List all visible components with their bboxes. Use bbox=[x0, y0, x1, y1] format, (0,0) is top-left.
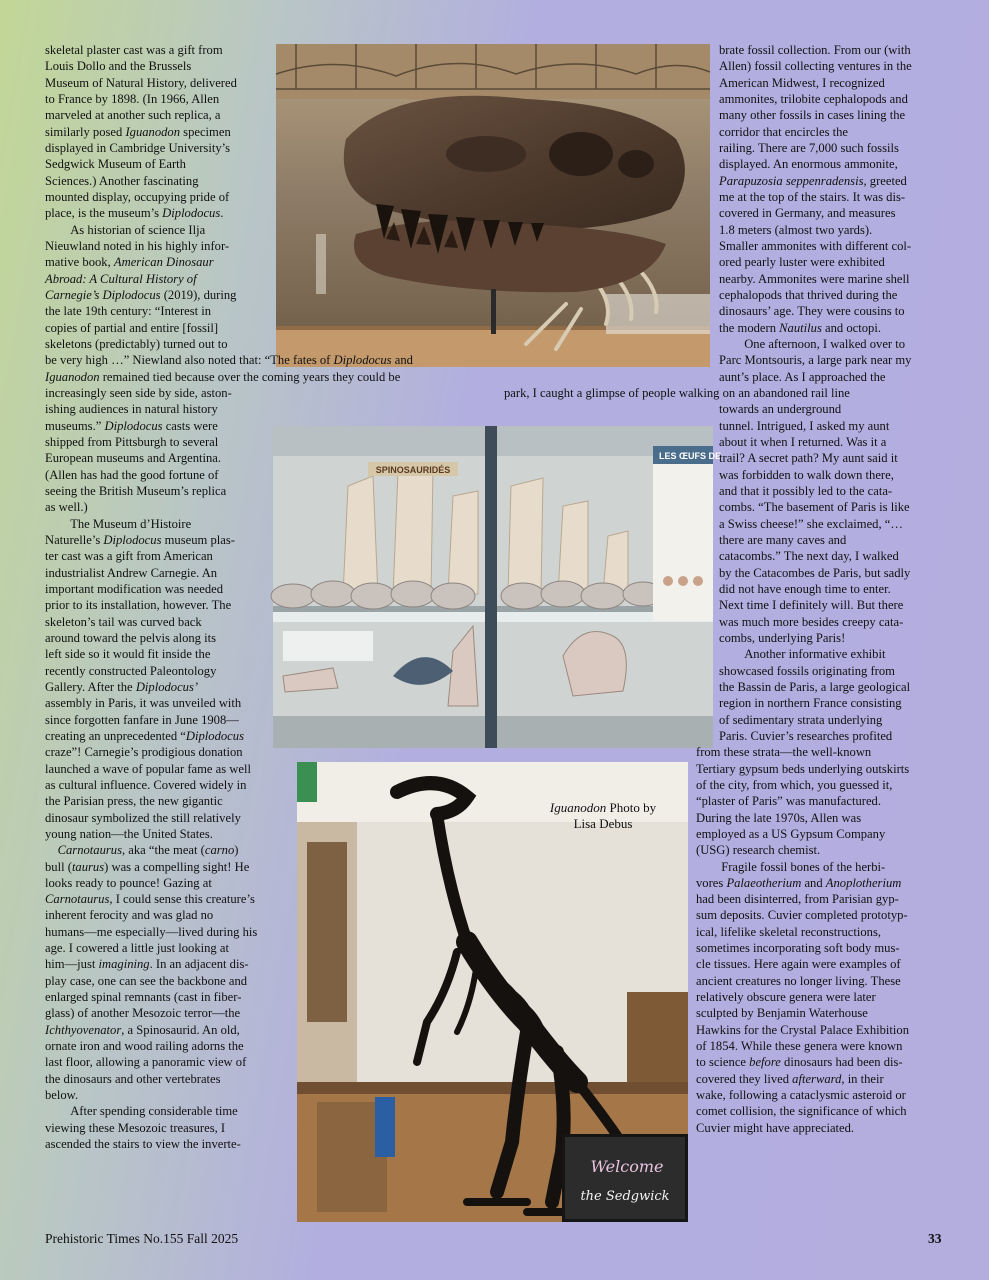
text-line: important modification was needed bbox=[45, 581, 224, 596]
trex-skull-photo bbox=[276, 44, 710, 367]
text-line: looks ready to pounce! Gazing at bbox=[45, 875, 212, 890]
text-line: Allen) fossil collecting ventures in the bbox=[719, 59, 912, 74]
text-line: was forbidden to walk down there, bbox=[719, 467, 894, 482]
text-line: Ichthyovenator, a Spinosaurid. An old, bbox=[45, 1022, 240, 1037]
text-line: Paris. Cuvier’s researches profited bbox=[719, 728, 893, 743]
text-line: During the late 1970s, Allen was bbox=[696, 810, 862, 825]
text-line: enlarged spinal remnants (cast in fiber- bbox=[45, 990, 242, 1005]
caption-line-1: Iguanodon Photo by bbox=[549, 800, 657, 815]
text-line: Hawkins for the Crystal Palace Exhibition bbox=[696, 1022, 909, 1037]
text-line: nearby. Ammonites were marine shell bbox=[719, 271, 910, 286]
text-line: ical, lifelike skeletal reconstructions, bbox=[696, 924, 881, 939]
text-line: Iguanodon remained tied because over the coming years they could be bbox=[45, 369, 401, 384]
text-line: Gallery. After the Diplodocus’ bbox=[45, 679, 199, 694]
text-line: copies of partial and entire [fossil] bbox=[45, 320, 219, 335]
text-line: ored pearly luster were exhibited bbox=[719, 255, 885, 270]
text-line: below. bbox=[45, 1088, 79, 1103]
text-line: of sedimentary strata underlying bbox=[719, 712, 883, 727]
text-line: assembly in Paris, it was unveiled with bbox=[45, 696, 242, 711]
text-line: Another informative exhibit bbox=[719, 647, 886, 662]
text-line: ancient creatures no longer living. These bbox=[696, 973, 901, 988]
text-line: did not have enough time to enter. bbox=[719, 581, 891, 596]
text-line: bull (taurus) was a compelling sight! He bbox=[45, 859, 250, 874]
text-line: cle tissues. Here again were examples of bbox=[696, 957, 901, 972]
text-line: museums.” Diplodocus casts were bbox=[45, 418, 218, 433]
text-line: combs, underlying Paris! bbox=[719, 630, 846, 645]
text-line: The Museum d’Histoire bbox=[45, 516, 192, 531]
text-line: Carnotaurus, I could sense this creature’s bbox=[45, 892, 255, 907]
text-line: covered they lived afterward, in their bbox=[696, 1071, 884, 1086]
text-line: craze”! Carnegie’s prodigious donation bbox=[45, 745, 243, 760]
welcome-sign-line1: Welcome bbox=[590, 1157, 664, 1176]
text-line: combs. “The basement of Paris is like bbox=[719, 500, 910, 515]
text-line: sculpted by Benjamin Waterhouse bbox=[696, 1006, 868, 1021]
text-line: Naturelle’s Diplodocus museum plas- bbox=[45, 532, 235, 547]
text-line: Louis Dollo and the Brussels bbox=[45, 59, 192, 74]
text-line: Abroad: A Cultural History of bbox=[45, 271, 197, 286]
text-line: marveled at another such replica, a bbox=[45, 108, 221, 123]
text-line: displayed in Cambridge University’s bbox=[45, 140, 231, 155]
text-line: Fragile fossil bones of the herbi- bbox=[696, 859, 886, 874]
text-line: me at the top of the stairs. It was dis- bbox=[719, 189, 906, 204]
text-line: railing. There are 7,000 such fossils bbox=[719, 140, 899, 155]
text-line: inherent ferocity and was glad no bbox=[45, 908, 214, 923]
text-line: place, is the museum’s Diplodocus. bbox=[45, 206, 224, 221]
text-line: skeletal plaster cast was a gift from bbox=[45, 43, 223, 57]
spinosaurid-label: SPINOSAURIDÉS bbox=[375, 465, 451, 475]
text-line: ornate iron and wood railing adorns the bbox=[45, 1039, 244, 1054]
text-line: covered in Germany, and measures bbox=[719, 206, 896, 221]
text-line: last floor, allowing a panoramic view of bbox=[45, 1055, 247, 1070]
text-line: age. I cowered a little just looking at bbox=[45, 941, 229, 956]
text-line: relatively obscure genera were later bbox=[696, 990, 876, 1005]
text-line: Sedgwick Museum of Earth bbox=[45, 157, 186, 172]
text-line: as cultural influence. Covered widely in bbox=[45, 777, 247, 792]
text-line: (Allen has had the good fortune of bbox=[45, 467, 219, 482]
text-line: park, I caught a glimpse of people walking on an abandoned rail line bbox=[504, 385, 850, 400]
text-line: skeletons (predictably) turned out to bbox=[45, 336, 228, 351]
text-line: the modern Nautilus and octopi. bbox=[719, 320, 881, 335]
text-line: the Bassin de Paris, a large geological bbox=[719, 679, 911, 694]
text-line: a Swiss cheese!” she exclaimed, “… bbox=[719, 516, 903, 531]
text-line: sometimes incorporating soft body mus- bbox=[696, 941, 900, 956]
text-line: After spending considerable time bbox=[45, 1104, 238, 1119]
text-line: many other fossils in cases lining the bbox=[719, 108, 906, 123]
text-line: Parapuzosia seppenradensis, greeted bbox=[719, 173, 907, 188]
text-line: Sciences.) Another fascinating bbox=[45, 173, 199, 188]
text-line: as well.) bbox=[45, 500, 88, 515]
eggs-panel-label: LES ŒUFS DE bbox=[659, 451, 722, 461]
text-line: trail? A secret path? My aunt said it bbox=[719, 451, 898, 466]
text-line: Tertiary gypsum beds underlying outskirts bbox=[696, 761, 910, 776]
text-line: launched a wave of popular fame as well bbox=[45, 761, 251, 776]
text-line: Cuvier might have appreciated. bbox=[696, 1120, 855, 1135]
text-line: As historian of science Ilja bbox=[45, 222, 206, 237]
text-line: recently constructed Paleontology bbox=[45, 663, 217, 678]
text-line: ishing audiences in natural history bbox=[45, 402, 218, 417]
text-line: cephalopods that thrived during the bbox=[719, 287, 898, 302]
spinosaurid-case-photo bbox=[273, 426, 722, 748]
text-line: One afternoon, I walked over to bbox=[719, 336, 906, 351]
text-line: vores Palaeotherium and Anoplotherium bbox=[696, 875, 902, 890]
text-line: increasingly seen side by side, aston- bbox=[45, 385, 232, 400]
text-line: the dinosaurs and other vertebrates bbox=[45, 1071, 221, 1086]
text-line: mounted display, occupying pride of bbox=[45, 189, 230, 204]
text-line: Carnotaurus, aka “the meat (carno) bbox=[57, 843, 239, 858]
text-line: shipped from Pittsburgh to several bbox=[45, 434, 219, 449]
page-number: 33 bbox=[928, 1231, 942, 1246]
caption-line-2: Lisa Debus bbox=[573, 816, 633, 831]
text-line: showcased fossils originating from bbox=[719, 663, 895, 678]
text-line: him—just imagining. In an adjacent dis- bbox=[45, 957, 249, 972]
text-line: be very high …” Niewland also noted that: “The fates of Diplodocus and bbox=[45, 353, 413, 368]
text-line: and that it possibly led to the cata- bbox=[719, 483, 893, 498]
text-line: seeing the British Museum’s replica bbox=[45, 483, 227, 498]
text-line: ammonites, trilobite cephalopods and bbox=[719, 91, 908, 106]
text-line: around toward the pelvis along its bbox=[45, 630, 217, 645]
text-line: the late 19th century: “Interest in bbox=[45, 304, 212, 319]
text-line: young nation—the United States. bbox=[45, 826, 213, 841]
text-line: Parc Montsouris, a large park near my bbox=[719, 353, 912, 368]
photo-caption bbox=[538, 800, 668, 832]
text-line: prior to its installation, however. The bbox=[45, 598, 232, 613]
text-line: Next time I definitely will. But there bbox=[719, 598, 904, 613]
text-line: to science before dinosaurs had been dis- bbox=[696, 1055, 903, 1070]
text-line: ter cast was a gift from American bbox=[45, 549, 213, 564]
text-line: 1.8 meters (almost two yards). bbox=[719, 222, 873, 237]
text-line: catacombs.” The next day, I walked bbox=[719, 549, 899, 564]
text-line: (USG) research chemist. bbox=[696, 843, 821, 858]
text-line: Nieuwland noted in his highly infor- bbox=[45, 238, 230, 253]
text-line: glass) of another Mesozoic terror—the bbox=[45, 1006, 241, 1021]
text-line: was much more besides creepy cata- bbox=[719, 614, 904, 629]
text-line: “plaster of Paris” was manufactured. bbox=[696, 794, 881, 809]
text-line: Smaller ammonites with different col- bbox=[719, 238, 912, 253]
text-line: sum deposits. Cuvier completed prototyp- bbox=[696, 908, 908, 923]
text-line: viewing these Mesozoic treasures, I bbox=[45, 1120, 226, 1135]
text-line: skeleton’s tail was curved back bbox=[45, 614, 202, 629]
text-line: from these strata—the well-known bbox=[696, 745, 872, 760]
text-line: there are many caves and bbox=[719, 532, 847, 547]
text-line: of 1854. While these genera were known bbox=[696, 1039, 903, 1054]
text-line: similarly posed Iguanodon specimen bbox=[45, 124, 231, 139]
text-line: creating an unprecedented “Diplodocus bbox=[45, 728, 244, 743]
text-line: comet collision, the significance of which bbox=[696, 1104, 907, 1119]
text-line: industrialist Andrew Carnegie. An bbox=[45, 565, 218, 580]
text-line: towards an underground bbox=[719, 402, 842, 417]
text-line: wake, following a cataclysmic asteroid or bbox=[696, 1088, 906, 1103]
spinosaurid-case-illustration bbox=[273, 426, 722, 748]
text-line: region in northern France consisting bbox=[719, 696, 902, 711]
text-line: had been disinterred, from Parisian gyp- bbox=[696, 892, 899, 907]
welcome-sign-line2: the Sedgwick bbox=[580, 1189, 670, 1204]
text-line: the Parisian press, the new gigantic bbox=[45, 794, 223, 809]
text-line: by the Catacombes de Paris, but sadly bbox=[719, 565, 911, 580]
text-line: dinosaurs’ age. They were cousins to bbox=[719, 304, 905, 319]
text-line: displayed. An enormous ammonite, bbox=[719, 157, 898, 172]
text-line: of the city, from which, you guessed it, bbox=[696, 777, 893, 792]
trex-skull-illustration bbox=[276, 44, 710, 367]
text-line: employed as a US Gypsum Company bbox=[696, 826, 886, 841]
text-line: ascended the stairs to view the inverte- bbox=[45, 1137, 241, 1152]
footer-publication: Prehistoric Times No.155 Fall 2025 bbox=[45, 1231, 239, 1246]
text-line: to France by 1898. (In 1966, Allen bbox=[45, 91, 220, 106]
text-line: left side so it would fit inside the bbox=[45, 647, 211, 662]
text-line: humans—me especially—lived during his bbox=[45, 924, 258, 939]
text-line: about it when I returned. Was it a bbox=[719, 434, 887, 449]
text-line: dinosaur symbolized the still relatively bbox=[45, 810, 241, 825]
text-line: brate fossil collection. From our (with bbox=[719, 43, 911, 57]
text-line: tunnel. Intrigued, I asked my aunt bbox=[719, 418, 890, 433]
text-line: corridor that encircles the bbox=[719, 124, 849, 139]
text-line: Carnegie’s Diplodocus (2019), during bbox=[45, 287, 237, 302]
text-line: European museums and Argentina. bbox=[45, 451, 222, 466]
text-line: Museum of Natural History, delivered bbox=[45, 75, 237, 90]
text-line: aunt’s place. As I approached the bbox=[719, 369, 886, 384]
text-line: mative book, American Dinosaur bbox=[45, 255, 214, 270]
text-line: American Midwest, I recognized bbox=[719, 75, 885, 90]
text-line: play case, one can see the backbone and bbox=[45, 973, 248, 988]
text-line: since forgotten fanfare in June 1908— bbox=[45, 712, 239, 727]
